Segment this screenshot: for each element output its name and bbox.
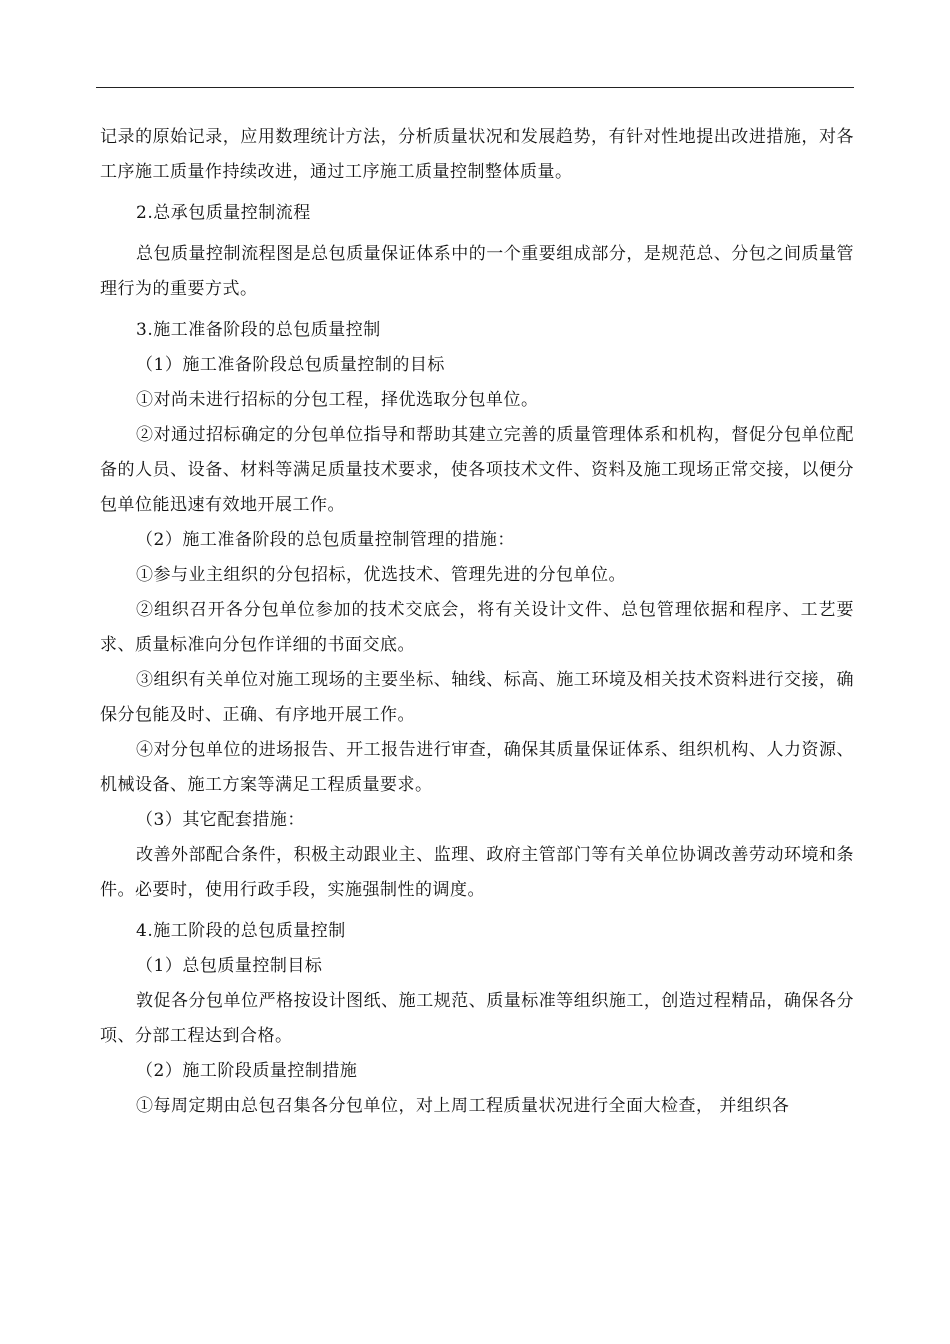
- header-rule: [96, 87, 854, 88]
- paragraph: 总包质量控制流程图是总包质量保证体系中的一个重要组成部分，是规范总、分包之间质量管理行为的重要方式。: [100, 244, 854, 299]
- list-item: ②对通过招标确定的分包单位指导和帮助其建立完善的质量管理体系和机构，督促分包单位配备的人员、设备、材料等满足质量技术要求，使各项技术文件、资料及施工现场正常交接，以便分包单位能迅速有效地开展工作。: [100, 425, 854, 515]
- subsection-heading: （1）总包质量控制目标: [136, 956, 323, 976]
- list-item: ③组织有关单位对施工现场的主要坐标、轴线、标高、施工环境及相关技术资料进行交接，确保分包能及时、正确、有序地开展工作。: [100, 670, 854, 725]
- list-item: ①参与业主组织的分包招标，优选技术、管理先进的分包单位。: [136, 565, 626, 585]
- paragraph: 记录的原始记录，应用数理统计方法，分析质量状况和发展趋势，有针对性地提出改进措施，对各工序施工质量作持续改进，通过工序施工质量控制整体质量。: [100, 127, 854, 182]
- list-item: ①每周定期由总包召集各分包单位，对上周工程质量状况进行全面大检查， 并组织各: [136, 1096, 790, 1116]
- paragraph: 敦促各分包单位严格按设计图纸、施工规范、质量标准等组织施工，创造过程精品，确保各分项、分部工程达到合格。: [100, 991, 854, 1046]
- section-heading: 2.总承包质量控制流程: [136, 203, 311, 223]
- list-item: ①对尚未进行招标的分包工程，择优选取分包单位。: [136, 390, 539, 410]
- subsection-heading: （2）施工准备阶段的总包质量控制管理的措施：: [136, 530, 515, 550]
- subsection-heading: （1）施工准备阶段总包质量控制的目标: [136, 355, 445, 375]
- document-body: [100, 120, 854, 1124]
- subsection-heading: （2）施工阶段质量控制措施: [136, 1061, 358, 1081]
- section-heading: 4.施工阶段的总包质量控制: [136, 921, 346, 941]
- paragraph: 改善外部配合条件，积极主动跟业主、监理、政府主管部门等有关单位协调改善劳动环境和条件。必要时，使用行政手段，实施强制性的调度。: [100, 845, 854, 900]
- list-item: ④对分包单位的进场报告、开工报告进行审查，确保其质量保证体系、组织机构、人力资源、机械设备、施工方案等满足工程质量要求。: [100, 740, 854, 795]
- section-heading: 3.施工准备阶段的总包质量控制: [136, 320, 381, 340]
- subsection-heading: （3）其它配套措施：: [136, 810, 305, 830]
- list-item: ②组织召开各分包单位参加的技术交底会，将有关设计文件、总包管理依据和程序、工艺要求、质量标准向分包作详细的书面交底。: [100, 600, 854, 655]
